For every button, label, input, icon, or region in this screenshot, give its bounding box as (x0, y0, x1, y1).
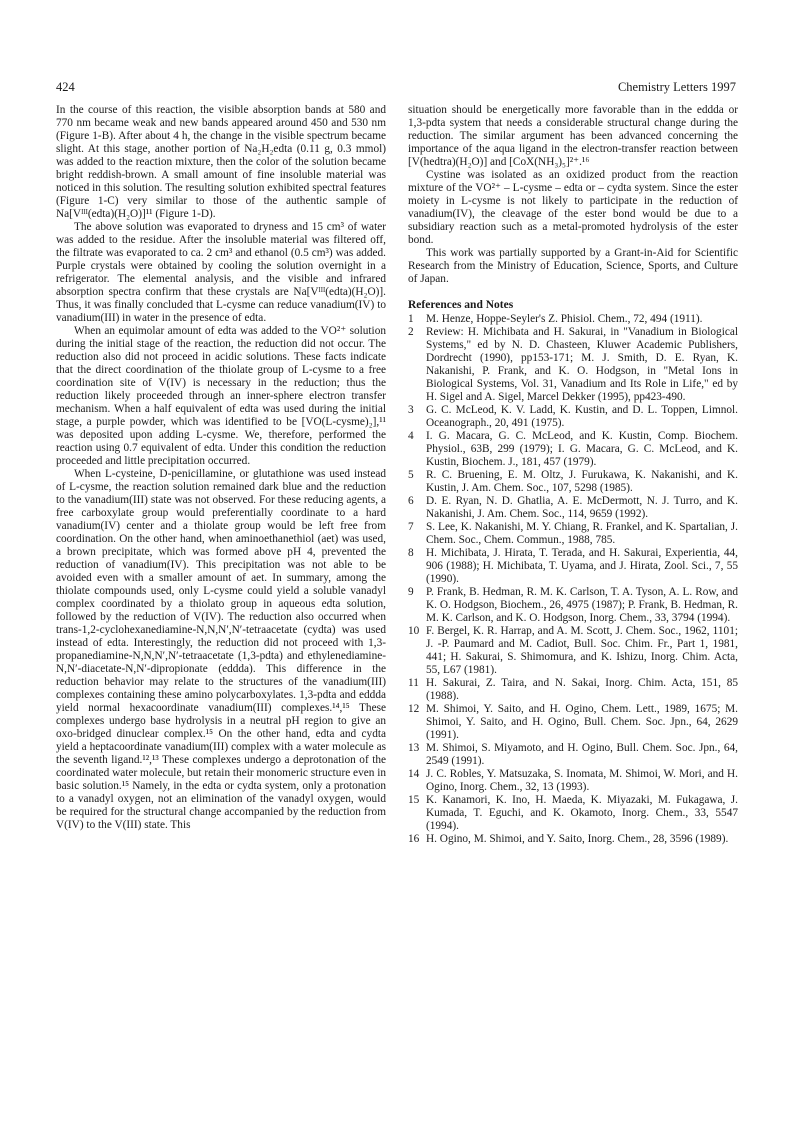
reference-item (408, 313, 738, 326)
reference-text: M. Shimoi, S. Miyamoto, and H. Ogino, Bull. Chem. Soc. Jpn., 64, 2549 (1991). (426, 742, 738, 767)
reference-item (408, 703, 738, 742)
reference-number: 14 (408, 768, 420, 780)
reference-text: D. E. Ryan, N. D. Ghatlia, A. E. McDermott, N. J. Turro, and K. Nakanishi, J. Am. Chem. Soc., 114, 9659 (1992). (426, 495, 738, 520)
reference-number: 16 (408, 833, 420, 845)
reference-text: S. Lee, K. Nakanishi, M. Y. Chiang, R. Frankel, and K. Spartalian, J. Chem. Soc., Chem. Commun., 1988, 785. (426, 521, 738, 546)
references-heading: References and Notes (408, 299, 514, 311)
acknowledgment-paragraph: This work was partially supported by a Grant-in-Aid for Scientific Research from the Ministry of Education, Science, Sports, and Culture of Japan. (408, 247, 738, 285)
reference-text: H. Sakurai, Z. Taira, and N. Sakai, Inorg. Chim. Acta, 151, 85 (1988). (426, 677, 738, 702)
reference-item (408, 768, 738, 794)
reference-item (408, 326, 738, 404)
reference-item (408, 430, 738, 469)
reference-item (408, 742, 738, 768)
reference-item (408, 586, 738, 625)
reference-item (408, 469, 738, 495)
reference-item (408, 833, 738, 846)
reference-text: P. Frank, B. Hedman, R. M. K. Carlson, T. A. Tyson, A. L. Row, and K. O. Hodgson, Biochem., 26, 4975 (1987); P. Frank, B. Hedman, R. M. K. Carlson, and K. O. Hodgson, Inorg. Chem., 33, 3794 (1994). (426, 586, 738, 624)
reference-number: 15 (408, 794, 420, 806)
paragraph: When an equimolar amount of edta was added to the VO²⁺ solution during the initial stage of the reaction, the reduction did not occur. The reduction also did not proceed in acidic solutions. These facts indicate that the direct coordination of the thiolate group of L-cysme to a free coordination site of V(IV) is necessary in the reduction; thus the reduction likely proceeded through an inner-sphere electron transfer mechanism. When a half equivalent of edta was used during the initial stage, a purple powder, which was identified to be [VO(L-cysme)₂],¹¹ was deposited upon adding L-cysme. We, therefore, performed the reaction using 0.7 equivalent of edta. Under this condition the reduction proceeded and little precipitation occurred. (56, 325, 386, 467)
reference-text: M. Shimoi, Y. Saito, and H. Ogino, Chem. Lett., 1989, 1675; M. Shimoi, Y. Saito, and H. Ogino, Bull. Chem. Soc. Jpn., 64, 2629 (1991). (426, 703, 738, 741)
reference-number: 3 (408, 404, 414, 416)
reference-number: 11 (408, 677, 419, 689)
reference-number: 2 (408, 326, 414, 338)
reference-number: 8 (408, 547, 414, 559)
reference-text: H. Michibata, J. Hirata, T. Terada, and H. Sakurai, Experientia, 44, 906 (1988); H. Michibata, T. Uyama, and J. Hirata, Zool. Sci., 7, 55 (1990). (426, 547, 738, 585)
reference-item (408, 495, 738, 521)
page-number: 424 (56, 80, 75, 94)
reference-text: F. Bergel, K. R. Harrap, and A. M. Scott, J. Chem. Soc., 1962, 1101; J. -P. Paumard and M. Cadiot, Bull. Soc. Chim. Fr., Part 1, 1981, 441; H. Sakurai, S. Shimomura, and K. Ishizu, Inorg. Chim. Acta, 55, L67 (1981). (426, 625, 738, 676)
reference-number: 6 (408, 495, 414, 507)
right-column (408, 104, 738, 846)
reference-item (408, 677, 738, 703)
reference-item (408, 794, 738, 833)
reference-text: H. Ogino, M. Shimoi, and Y. Saito, Inorg. Chem., 28, 3596 (1989). (426, 833, 729, 845)
reference-text: Review: H. Michibata and H. Sakurai, in "Vanadium in Biological Systems," ed by N. D. Chasteen, Kluwer Academic Publishers, Dordrecht (1990), pp153-171; M. J. Smith, D. E. Ryan, K. Nakanishi, P. Frank, and K. O. Hodgson, in "Metal Ions in Biological Systems, Vol. 31, Vanadium and Its Role in Life," ed by H. Sigel and A. Sigel, Marcel Dekker (1995), pp423-490. (426, 326, 738, 403)
reference-text: G. C. McLeod, K. V. Ladd, K. Kustin, and D. L. Toppen, Limnol. Oceanograph., 20, 491 (1975). (426, 404, 738, 429)
reference-item (408, 404, 738, 430)
paragraph: When L-cysteine, D-penicillamine, or glutathione was used instead of L-cysme, the reaction solution remained dark blue and the reduction to the vanadium(III) state was not observed. For these reducing agents, a free carboxylate group would preferentially coordinate to a hard vanadium(IV) center and a thiolate group would be left free from coordination. On the other hand, when aminoethanethiol (aet) was used, a brown precipitate, which was formed above pH 4, prevented the reduction of vanadium(IV). This precipitation was not able to be avoided even with a smaller amount of aet. In summary, among the thiolate compounds used, only L-cysme could yield a soluble vanadyl complex coordinated by a thiolato group in aqueous edta solution, followed by the reduction of V(IV). The reduction also occurred when trans-1,2-cyclohexanediamine-N,N,N′,N′-tetraacetate (cydta) was used instead of edta. Interestingly, the reduction did not proceed with 1,3-propanediamine-N,N,N′,N′-tetraacetate (1,3-pdta) and ethylenediamine-N,N′-diacetate-N,N′-dipropionate (eddda). This difference in the reduction behavior may relate to the structures of the vanadium(III) complexes containing these amino polycarboxylates. 1,3-pdta and eddda yield normal hexacoordinate vanadium(III) complexes.¹⁴,¹⁵ These complexes undergo base hydrolysis in a neutral pH region to give an oxo-bridged dinuclear complex.¹⁵ On the other hand, edta and cydta yield a heptacoordinate vanadium(III) complex with a water molecule as the seventh ligand.¹²,¹³ These complexes undergo a deprotonation of the coordinated water molecule, but retain their monomeric structure even in basic solution.¹⁵ Namely, in the edta or cydta system, only a protonation to a vanadyl oxygen, not an elimination of the vanadyl oxygen, would be required for the structural change accompanied by the reduction from V(IV) to the V(III) state. This (56, 468, 386, 831)
paragraph: The above solution was evaporated to dryness and 15 cm³ of water was added to the residue. After the insoluble material was filtered off, the filtrate was evaporated to ca. 2 cm³ and ethanol (0.5 cm³) was added. Purple crystals were obtained by cooling the solution overnight in a refrigerator. The elemental analysis, and the visible and infrared absorption spectra confirm that these crystals are Na[Vᴵᴵᴵ(edta)(H₂O)]. Thus, it was finally concluded that L-cysme can reduce vanadium(IV) to vanadium(III) in water in the presence of edta. (56, 221, 386, 324)
paragraph: Cystine was isolated as an oxidized product from the reaction mixture of the VO²⁺ – L-cysme – edta or – cydta system. Since the ester moiety in L-cysme is not likely to participate in the reduction of vanadium(IV), the cleavage of the ester bond would be due to a subsidiary reaction such as a metal-promoted hydrolysis of the ester bond. (408, 169, 738, 246)
paragraph: In the course of this reaction, the visible absorption bands at 580 and 770 nm became weak and new bands appeared around 450 and 530 nm (Figure 1-B). After about 4 h, the change in the visible spectrum became slight. At this stage, another portion of Na₂H₂edta (0.11 g, 0.3 mmol) was added to the reaction mixture, then the color of the solution became bright reddish-brown. A small amount of fine insoluble material was noticed in this solution. The resulting solution exhibited spectral features (Figure 1-C) very similar to those of the authentic sample of Na[Vᴵᴵᴵ(edta)(H₂O)]¹¹ (Figure 1-D). (56, 104, 386, 220)
reference-text: M. Henze, Hoppe-Seyler's Z. Phisiol. Chem., 72, 494 (1911). (426, 313, 703, 325)
reference-number: 1 (408, 313, 414, 325)
reference-number: 13 (408, 742, 420, 754)
reference-item (408, 625, 738, 677)
reference-text: R. C. Bruening, E. M. Oltz, J. Furukawa, K. Nakanishi, and K. Kustin, J. Am. Chem. Soc., 107, 5298 (1985). (426, 469, 738, 494)
reference-item (408, 521, 738, 547)
reference-number: 5 (408, 469, 414, 481)
reference-text: I. G. Macara, G. C. McLeod, and K. Kustin, Comp. Biochem. Physiol., 63B, 299 (1979); I. G. Macara, G. C. McLeod, and K. Kustin, Biochem. J., 181, 457 (1979). (426, 430, 738, 468)
journal-name: Chemistry Letters 1997 (617, 80, 736, 94)
paragraph: situation should be energetically more favorable than in the eddda or 1,3-pdta system that needs a considerable structural change during the reduction. The similar argument has been advanced concerning the importance of the aqua ligand in the electron-transfer reaction between [V(hedtra)(H₂O)] and [CoX(NH₃)₅]²⁺.¹⁶ (408, 104, 738, 168)
reference-number: 7 (408, 521, 414, 533)
left-column (56, 104, 386, 832)
reference-text: K. Kanamori, K. Ino, H. Maeda, K. Miyazaki, M. Fukagawa, J. Kumada, T. Eguchi, and K. Okamoto, Inorg. Chem., 33, 5547 (1994). (426, 794, 738, 832)
reference-number: 4 (408, 430, 414, 442)
reference-number: 12 (408, 703, 420, 715)
reference-item (408, 547, 738, 586)
reference-number: 9 (408, 586, 414, 598)
references-list (408, 313, 738, 846)
reference-number: 10 (408, 625, 420, 637)
page-header (56, 80, 736, 96)
reference-text: J. C. Robles, Y. Matsuzaka, S. Inomata, M. Shimoi, W. Mori, and H. Ogino, Inorg. Chem., 32, 13 (1993). (426, 768, 738, 793)
